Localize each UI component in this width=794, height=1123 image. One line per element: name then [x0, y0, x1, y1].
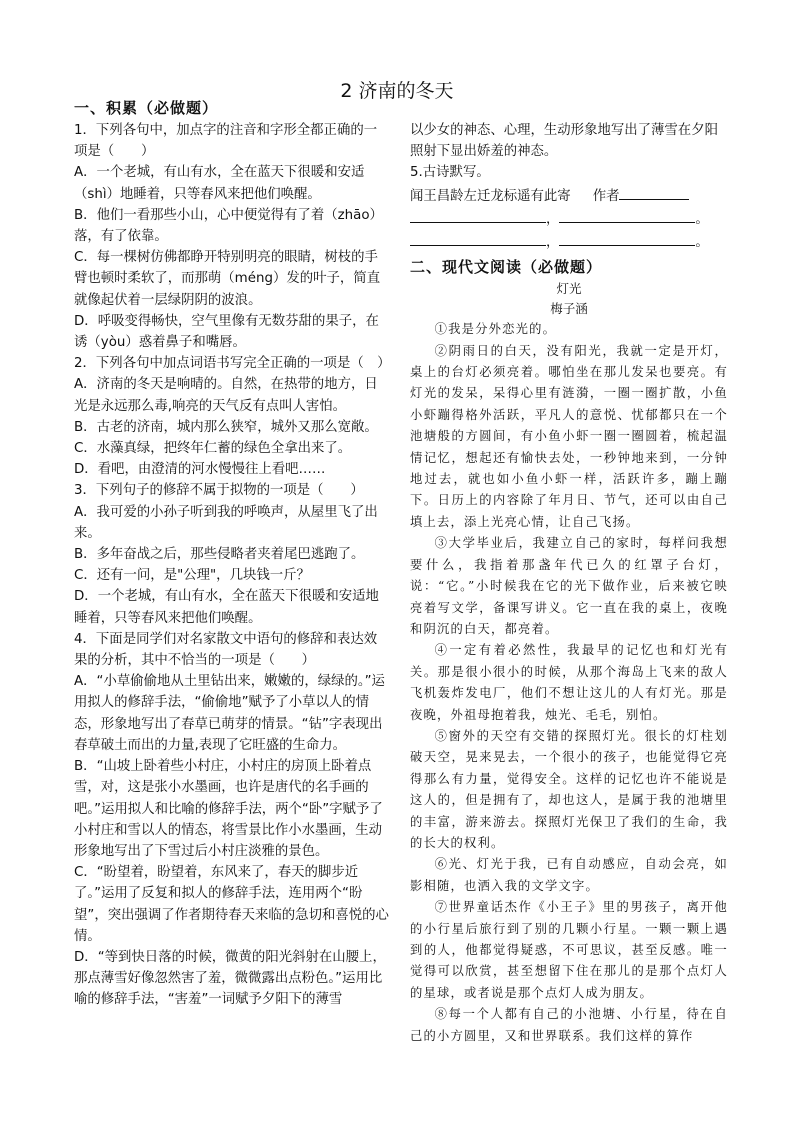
q2-option-d: D．看吧，由澄清的河水慢慢往上看吧……	[74, 462, 326, 478]
paragraph-3: ③大学毕业后，我建立自己的家时，每样问我想要什么，我指着那盏年代已久的红罩子台灯，说：“它。”小时候我在它的光下做作业，后来被它映亮着写文学，备课写讲义。它一直在我的桌上，夜晚和阴沉的白天，都亮着。	[410, 536, 728, 636]
q4-option-b: B．“山坡上卧着些小村庄，小村庄的房顶上卧着点雪，对，这是张小水墨画，也许是唐代的名手画的吧。”运用拟人和比喻的修辞手法，两个“卧”字赋予了小村庄和雪以人的情态，将雪景比作小水墨画，生动形象地写出了下雪过后小村庄淡雅的景色。	[74, 759, 383, 859]
poem-blank-line-2	[410, 230, 728, 253]
poem-blank-line-1	[410, 207, 728, 230]
poem-title-line	[410, 184, 728, 207]
poem-blank-4[interactable]	[559, 230, 695, 246]
q1-option-a: A．一个老城，有山有水，全在蓝天下很暖和安适（shì）地睡着，只等春风来把他们唤醒。	[74, 165, 365, 202]
q1-option-d: D．呼吸变得畅快，空气里像有无数芬甜的果子，在诱（yòu）惑着鼻子和嘴唇。	[74, 313, 379, 351]
paragraph-4: ④一定有着必然性，我最早的记忆也和灯光有关。那是很小很小的时候，从那个海岛上飞来的敌人飞机轰炸发电厂，他们不想让这儿的人有灯光。那是夜晚，外祖母抱着我，烛光、毛毛，别怕。	[410, 643, 728, 722]
paragraph-6: ⑥光、灯光于我，已有自动感应，自动会亮，如影相随，也洒入我的文学文字。	[410, 857, 728, 893]
q4-stem: 4．下面是同学们对名家散文中语句的修辞和表达效果的分析，其中不恰当的一项是（ ）	[74, 631, 378, 669]
period: 。	[695, 211, 709, 227]
q3-option-c: C．还有一问，是"公理"，几块钱一斤？	[74, 568, 310, 584]
poem-blank-1[interactable]	[410, 207, 546, 223]
q5-stem: 5.古诗默写。	[410, 165, 490, 181]
comma: ，	[546, 211, 560, 227]
comma: ，	[546, 235, 560, 251]
paragraph-8: ⑧每一个人都有自己的小池塘、小行星，待在自己的小方圆里，又和世界联系。我们这样的算作	[410, 1007, 728, 1043]
page-title: 2 济南的冬天	[340, 80, 454, 102]
paragraph-1: ①我是分外恋光的。	[434, 322, 557, 337]
q4-option-a: A．“小草偷偷地从土里钻出来，嫩嫩的，绿绿的。”运用拟人的修辞手法，“偷偷地”赋予了小草以人的情态，形象地写出了春草已萌芽的情景。“钻”字表现出春草破土而出的力量,表现了它旺盛的生命力。	[74, 674, 385, 753]
article-author: 梅子涵	[550, 301, 588, 317]
q2-option-c: C．水藻真绿，把终年仁蓄的绿色全拿出来了。	[74, 441, 352, 457]
q4-option-d-continued: 以少女的神态、心理，生动形象地写出了薄雪在夕阳照射下显出娇羞的神态。	[410, 123, 718, 160]
poem-blank-2[interactable]	[559, 207, 695, 223]
paragraph-5: ⑤窗外的天空有交错的探照灯光。很长的灯柱划破天空，晃来晃去，一个很小的孩子，也能觉得它亮得那么有力量，觉得安全。这样的记忆也许不能说是这人的，但是拥有了，却也这人，是属于我的池塘里的丰富，游来游去。探照灯光保卫了我们的生命，我的长大的权利。	[410, 728, 728, 850]
q3-option-b: B．多年奋战之后，那些侵略者夹着尾巴逃跑了。	[74, 547, 365, 563]
paragraph-7: ⑦世界童话杰作《小王子》里的男孩子，离开他的小行星后旅行到了别的几颗小行星。一颗一颗上遇到的人，他都觉得疑惑，不可思议，甚至反感。唯一觉得可以欣赏，甚至想留下住在那儿的是那个点灯人的星球，或者说是那个点灯人成为朋友。	[410, 900, 728, 1000]
q1-stem: 1．下列各句中，加点字的注音和字形全都正确的一项是（ ）	[74, 123, 378, 160]
paragraph-2: ②阴雨日的白天，没有阳光，我就一定是开灯，桌上的台灯必须亮着。哪怕坐在那儿发呆也要亮。有灯光的发呆，呆得心里有涟漪，一圈一圈扩散，小鱼小虾蹦得格外活跃，平凡人的意悦、忧郁都只在一个池塘般的方圆间，有小鱼小虾一圈一圈圆着，梳起温情记忆，想起还有愉快去处，一秒钟地来到，一分钟地过去，就也如小鱼小虾一样，活跃许多，蹦上蹦下。日历上的内容除了年月日、节气，还可以由自己填上去，添上光亮心情，让自己飞扬。	[410, 343, 728, 529]
section-heading-2: 二、现代文阅读（必做题）	[410, 258, 603, 277]
section-heading-1: 一、积累（必做题）	[74, 99, 219, 117]
q2-stem: 2．下列各句中加点词语书写完全正确的一项是（ ）	[74, 356, 391, 372]
q3-stem: 3．下列句子的修辞不属于拟物的一项是（ ）	[74, 483, 364, 499]
left-column	[74, 96, 390, 1011]
q4-option-d: D．“等到快日落的时候，微黄的阳光斜射在山腰上，那点薄雪好像忽然害了羞，微微露出点粉色。”运用比喻的修辞手法，“害羞”一词赋予夕阳下的薄雪	[74, 949, 386, 1008]
article-title: 灯光	[556, 281, 582, 297]
q2-option-a: A．济南的冬天是响晴的。自然，在热带的地方，日光是永远那么毒,响亮的天气反有点叫人害怕。	[74, 377, 378, 414]
q4-option-c: C．“盼望着，盼望着，东风来了，春天的脚步近了。”运用了反复和拟人的修辞手法，连用两个“盼望”，突出强调了作者期待春天来临的急切和喜悦的心情。	[74, 865, 389, 944]
author-label: 作者	[592, 188, 620, 204]
q1-option-b: B．他们一看那些小山，心中便觉得有了着（zhāo）落，有了依靠。	[74, 207, 383, 245]
right-column	[410, 96, 728, 1047]
author-blank[interactable]	[619, 184, 689, 200]
q1-option-c: C．每一棵树仿佛都睁开特别明亮的眼睛，树枝的手臂也顿时柔软了，而那萌（méng）发的叶子，简直就像起伏着一层绿阴阴的波浪。	[74, 250, 381, 308]
poem-blank-3[interactable]	[410, 230, 546, 246]
period: 。	[695, 235, 709, 251]
q2-option-b: B．古老的济南，城内那么狭窄，城外又那么宽敞。	[74, 419, 378, 435]
q3-option-d: D．一个老城，有山有水，全在蓝天下很暖和安适地睡着，只等春风来把他们唤醒。	[74, 589, 379, 626]
q3-option-a: A．我可爱的小孙子听到我的呼唤声，从屋里飞了出来。	[74, 504, 378, 541]
poem-title: 闻王昌龄左迁龙标遥有此寄	[410, 188, 571, 204]
